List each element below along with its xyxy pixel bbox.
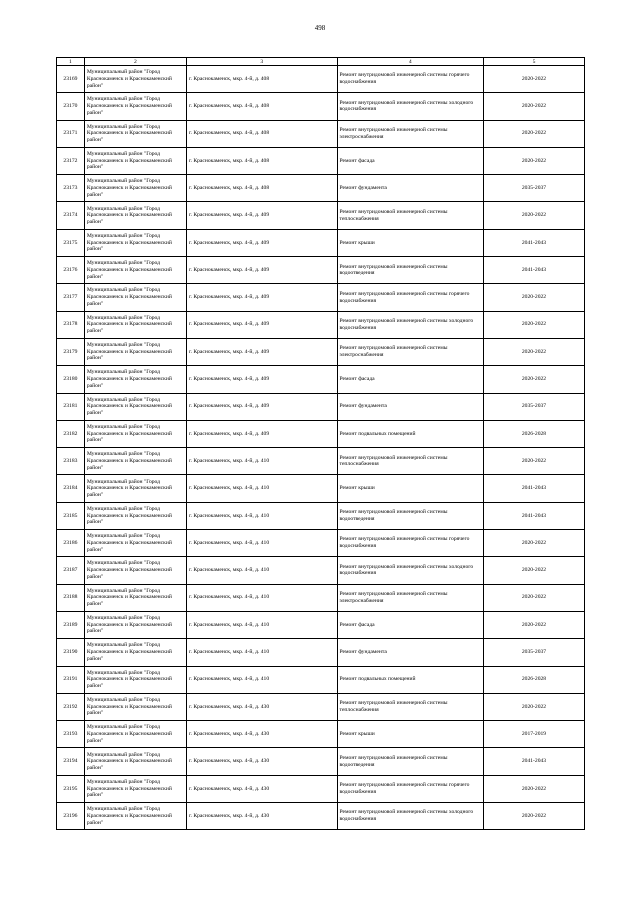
- period-cell: 2020-2022: [483, 120, 584, 147]
- district-cell: Муниципальный район "Город Краснокаменск и Краснокаменский район": [84, 284, 186, 311]
- row-number: 23191: [57, 666, 85, 693]
- column-header: 4: [337, 58, 483, 66]
- table-row: [57, 311, 585, 338]
- work-type-cell: Ремонт фасада: [337, 147, 483, 174]
- address-cell: г. Краснокаменск, мкр. 4-й, д. 409: [186, 393, 337, 420]
- address-cell: г. Краснокаменск, мкр. 4-й, д. 410: [186, 502, 337, 529]
- period-cell: 2020-2022: [483, 202, 584, 229]
- district-cell: Муниципальный район "Город Краснокаменск и Краснокаменский район": [84, 748, 186, 775]
- repair-schedule-table: [56, 57, 585, 830]
- header-row: [57, 58, 585, 66]
- address-cell: г. Краснокаменск, мкр. 4-й, д. 410: [186, 448, 337, 475]
- district-cell: Муниципальный район "Город Краснокаменск и Краснокаменский район": [84, 448, 186, 475]
- table-header: [57, 58, 585, 66]
- work-type-cell: Ремонт внутридомовой инженерной системы горячего водоснабжения: [337, 66, 483, 93]
- row-number: 23181: [57, 393, 85, 420]
- work-type-cell: Ремонт внутридомовой инженерной системы холодного водоснабжения: [337, 557, 483, 584]
- address-cell: г. Краснокаменск, мкр. 4-й, д. 409: [186, 311, 337, 338]
- row-number: 23178: [57, 311, 85, 338]
- table-row: [57, 284, 585, 311]
- period-cell: 2020-2022: [483, 530, 584, 557]
- period-cell: 2020-2022: [483, 584, 584, 611]
- work-type-cell: Ремонт крыши: [337, 229, 483, 256]
- district-cell: Муниципальный район "Город Краснокаменск и Краснокаменский район": [84, 393, 186, 420]
- work-type-cell: Ремонт внутридомовой инженерной системы водоотведения: [337, 748, 483, 775]
- period-cell: 2035-2037: [483, 393, 584, 420]
- column-header: 2: [84, 58, 186, 66]
- period-cell: 2020-2022: [483, 147, 584, 174]
- address-cell: г. Краснокаменск, мкр. 4-й, д. 409: [186, 338, 337, 365]
- period-cell: 2041-2043: [483, 257, 584, 284]
- district-cell: Муниципальный район "Город Краснокаменск и Краснокаменский район": [84, 502, 186, 529]
- row-number: 23172: [57, 147, 85, 174]
- address-cell: г. Краснокаменск, мкр. 4-й, д. 409: [186, 202, 337, 229]
- row-number: 23169: [57, 66, 85, 93]
- table-row: [57, 202, 585, 229]
- period-cell: 2041-2043: [483, 502, 584, 529]
- address-cell: г. Краснокаменск, мкр. 4-й, д. 410: [186, 666, 337, 693]
- district-cell: Муниципальный район "Город Краснокаменск и Краснокаменский район": [84, 257, 186, 284]
- work-type-cell: Ремонт фасада: [337, 611, 483, 638]
- district-cell: Муниципальный район "Город Краснокаменск и Краснокаменский район": [84, 202, 186, 229]
- row-number: 23195: [57, 775, 85, 802]
- address-cell: г. Краснокаменск, мкр. 4-й, д. 410: [186, 611, 337, 638]
- row-number: 23188: [57, 584, 85, 611]
- period-cell: 2020-2022: [483, 93, 584, 120]
- district-cell: Муниципальный район "Город Краснокаменск и Краснокаменский район": [84, 175, 186, 202]
- district-cell: Муниципальный район "Город Краснокаменск и Краснокаменский район": [84, 584, 186, 611]
- district-cell: Муниципальный район "Город Краснокаменск и Краснокаменский район": [84, 693, 186, 720]
- period-cell: 2020-2022: [483, 66, 584, 93]
- table-row: [57, 693, 585, 720]
- period-cell: 2020-2022: [483, 284, 584, 311]
- period-cell: 2020-2022: [483, 611, 584, 638]
- period-cell: 2020-2022: [483, 448, 584, 475]
- district-cell: Муниципальный район "Город Краснокаменск и Краснокаменский район": [84, 338, 186, 365]
- work-type-cell: Ремонт крыши: [337, 721, 483, 748]
- address-cell: г. Краснокаменск, мкр. 4-й, д. 410: [186, 639, 337, 666]
- period-cell: 2020-2022: [483, 366, 584, 393]
- row-number: 23190: [57, 639, 85, 666]
- table-row: [57, 366, 585, 393]
- address-cell: г. Краснокаменск, мкр. 4-й, д. 408: [186, 147, 337, 174]
- period-cell: 2035-2037: [483, 639, 584, 666]
- work-type-cell: Ремонт внутридомовой инженерной системы теплоснабжения: [337, 202, 483, 229]
- work-type-cell: Ремонт внутридомовой инженерной системы холодного водоснабжения: [337, 803, 483, 830]
- column-header: 3: [186, 58, 337, 66]
- row-number: 23175: [57, 229, 85, 256]
- table-row: [57, 748, 585, 775]
- district-cell: Муниципальный район "Город Краснокаменск и Краснокаменский район": [84, 775, 186, 802]
- row-number: 23189: [57, 611, 85, 638]
- row-number: 23186: [57, 530, 85, 557]
- table-row: [57, 147, 585, 174]
- work-type-cell: Ремонт подвальных помещений: [337, 666, 483, 693]
- district-cell: Муниципальный район "Город Краснокаменск и Краснокаменский район": [84, 666, 186, 693]
- table-row: [57, 175, 585, 202]
- district-cell: Муниципальный район "Город Краснокаменск и Краснокаменский район": [84, 120, 186, 147]
- row-number: 23187: [57, 557, 85, 584]
- work-type-cell: Ремонт внутридомовой инженерной системы электроснабжения: [337, 338, 483, 365]
- address-cell: г. Краснокаменск, мкр. 4-й, д. 410: [186, 557, 337, 584]
- work-type-cell: Ремонт фундамента: [337, 175, 483, 202]
- table-row: [57, 448, 585, 475]
- work-type-cell: Ремонт подвальных помещений: [337, 420, 483, 447]
- period-cell: 2020-2022: [483, 775, 584, 802]
- column-header: 5: [483, 58, 584, 66]
- address-cell: г. Краснокаменск, мкр. 4-й, д. 430: [186, 721, 337, 748]
- work-type-cell: Ремонт внутридомовой инженерной системы теплоснабжения: [337, 693, 483, 720]
- district-cell: Муниципальный район "Город Краснокаменск и Краснокаменский район": [84, 311, 186, 338]
- table-row: [57, 475, 585, 502]
- row-number: 23173: [57, 175, 85, 202]
- table-row: [57, 393, 585, 420]
- address-cell: г. Краснокаменск, мкр. 4-й, д. 430: [186, 748, 337, 775]
- table-row: [57, 721, 585, 748]
- table-body: [57, 66, 585, 830]
- address-cell: г. Краснокаменск, мкр. 4-й, д. 430: [186, 775, 337, 802]
- district-cell: Муниципальный район "Город Краснокаменск и Краснокаменский район": [84, 366, 186, 393]
- work-type-cell: Ремонт внутридомовой инженерной системы горячего водоснабжения: [337, 530, 483, 557]
- address-cell: г. Краснокаменск, мкр. 4-й, д. 408: [186, 175, 337, 202]
- address-cell: г. Краснокаменск, мкр. 4-й, д. 410: [186, 584, 337, 611]
- table-row: [57, 666, 585, 693]
- address-cell: г. Краснокаменск, мкр. 4-й, д. 409: [186, 366, 337, 393]
- period-cell: 2041-2043: [483, 475, 584, 502]
- table-row: [57, 120, 585, 147]
- column-header: 1: [57, 58, 85, 66]
- period-cell: 2041-2043: [483, 229, 584, 256]
- row-number: 23170: [57, 93, 85, 120]
- address-cell: г. Краснокаменск, мкр. 4-й, д. 408: [186, 93, 337, 120]
- row-number: 23194: [57, 748, 85, 775]
- row-number: 23174: [57, 202, 85, 229]
- work-type-cell: Ремонт внутридомовой инженерной системы теплоснабжения: [337, 448, 483, 475]
- address-cell: г. Краснокаменск, мкр. 4-й, д. 410: [186, 530, 337, 557]
- district-cell: Муниципальный район "Город Краснокаменск и Краснокаменский район": [84, 147, 186, 174]
- table-row: [57, 584, 585, 611]
- work-type-cell: Ремонт внутридомовой инженерной системы горячего водоснабжения: [337, 284, 483, 311]
- district-cell: Муниципальный район "Город Краснокаменск и Краснокаменский район": [84, 803, 186, 830]
- table-row: [57, 803, 585, 830]
- row-number: 23179: [57, 338, 85, 365]
- row-number: 23184: [57, 475, 85, 502]
- address-cell: г. Краснокаменск, мкр. 4-й, д. 430: [186, 693, 337, 720]
- address-cell: г. Краснокаменск, мкр. 4-й, д. 409: [186, 420, 337, 447]
- row-number: 23196: [57, 803, 85, 830]
- table-row: [57, 557, 585, 584]
- district-cell: Муниципальный район "Город Краснокаменск и Краснокаменский район": [84, 721, 186, 748]
- page-number: 498: [314, 24, 326, 32]
- row-number: 23192: [57, 693, 85, 720]
- work-type-cell: Ремонт внутридомовой инженерной системы горячего водоснабжения: [337, 775, 483, 802]
- period-cell: 2041-2043: [483, 748, 584, 775]
- row-number: 23180: [57, 366, 85, 393]
- district-cell: Муниципальный район "Город Краснокаменск и Краснокаменский район": [84, 229, 186, 256]
- table-row: [57, 93, 585, 120]
- row-number: 23176: [57, 257, 85, 284]
- district-cell: Муниципальный район "Город Краснокаменск и Краснокаменский район": [84, 475, 186, 502]
- work-type-cell: Ремонт внутридомовой инженерной системы электроснабжения: [337, 584, 483, 611]
- district-cell: Муниципальный район "Город Краснокаменск и Краснокаменский район": [84, 611, 186, 638]
- work-type-cell: Ремонт фасада: [337, 366, 483, 393]
- table-row: [57, 66, 585, 93]
- table-row: [57, 611, 585, 638]
- address-cell: г. Краснокаменск, мкр. 4-й, д. 409: [186, 284, 337, 311]
- table-row: [57, 775, 585, 802]
- row-number: 23182: [57, 420, 85, 447]
- period-cell: 2020-2022: [483, 693, 584, 720]
- table-row: [57, 530, 585, 557]
- district-cell: Муниципальный район "Город Краснокаменск и Краснокаменский район": [84, 420, 186, 447]
- work-type-cell: Ремонт внутридомовой инженерной системы электроснабжения: [337, 120, 483, 147]
- table-row: [57, 502, 585, 529]
- work-type-cell: Ремонт крыши: [337, 475, 483, 502]
- district-cell: Муниципальный район "Город Краснокаменск и Краснокаменский район": [84, 530, 186, 557]
- period-cell: 2020-2022: [483, 311, 584, 338]
- address-cell: г. Краснокаменск, мкр. 4-й, д. 410: [186, 475, 337, 502]
- address-cell: г. Краснокаменск, мкр. 4-й, д. 409: [186, 229, 337, 256]
- row-number: 23171: [57, 120, 85, 147]
- district-cell: Муниципальный район "Город Краснокаменск и Краснокаменский район": [84, 557, 186, 584]
- period-cell: 2035-2037: [483, 175, 584, 202]
- address-cell: г. Краснокаменск, мкр. 4-й, д. 408: [186, 120, 337, 147]
- work-type-cell: Ремонт внутридомовой инженерной системы холодного водоснабжения: [337, 311, 483, 338]
- district-cell: Муниципальный район "Город Краснокаменск и Краснокаменский район": [84, 66, 186, 93]
- row-number: 23183: [57, 448, 85, 475]
- period-cell: 2020-2022: [483, 338, 584, 365]
- table-row: [57, 639, 585, 666]
- row-number: 23185: [57, 502, 85, 529]
- row-number: 23193: [57, 721, 85, 748]
- work-type-cell: Ремонт фундамента: [337, 639, 483, 666]
- address-cell: г. Краснокаменск, мкр. 4-й, д. 408: [186, 66, 337, 93]
- work-type-cell: Ремонт внутридомовой инженерной системы холодного водоснабжения: [337, 93, 483, 120]
- district-cell: Муниципальный район "Город Краснокаменск и Краснокаменский район": [84, 639, 186, 666]
- period-cell: 2020-2022: [483, 557, 584, 584]
- period-cell: 2026-2028: [483, 420, 584, 447]
- table-row: [57, 420, 585, 447]
- address-cell: г. Краснокаменск, мкр. 4-й, д. 409: [186, 257, 337, 284]
- period-cell: 2020-2022: [483, 803, 584, 830]
- period-cell: 2017-2019: [483, 721, 584, 748]
- work-type-cell: Ремонт внутридомовой инженерной системы водоотведения: [337, 502, 483, 529]
- district-cell: Муниципальный район "Город Краснокаменск и Краснокаменский район": [84, 93, 186, 120]
- work-type-cell: Ремонт внутридомовой инженерной системы водоотведения: [337, 257, 483, 284]
- period-cell: 2026-2028: [483, 666, 584, 693]
- table-row: [57, 338, 585, 365]
- work-type-cell: Ремонт фундамента: [337, 393, 483, 420]
- table-row: [57, 229, 585, 256]
- row-number: 23177: [57, 284, 85, 311]
- table-row: [57, 257, 585, 284]
- address-cell: г. Краснокаменск, мкр. 4-й, д. 430: [186, 803, 337, 830]
